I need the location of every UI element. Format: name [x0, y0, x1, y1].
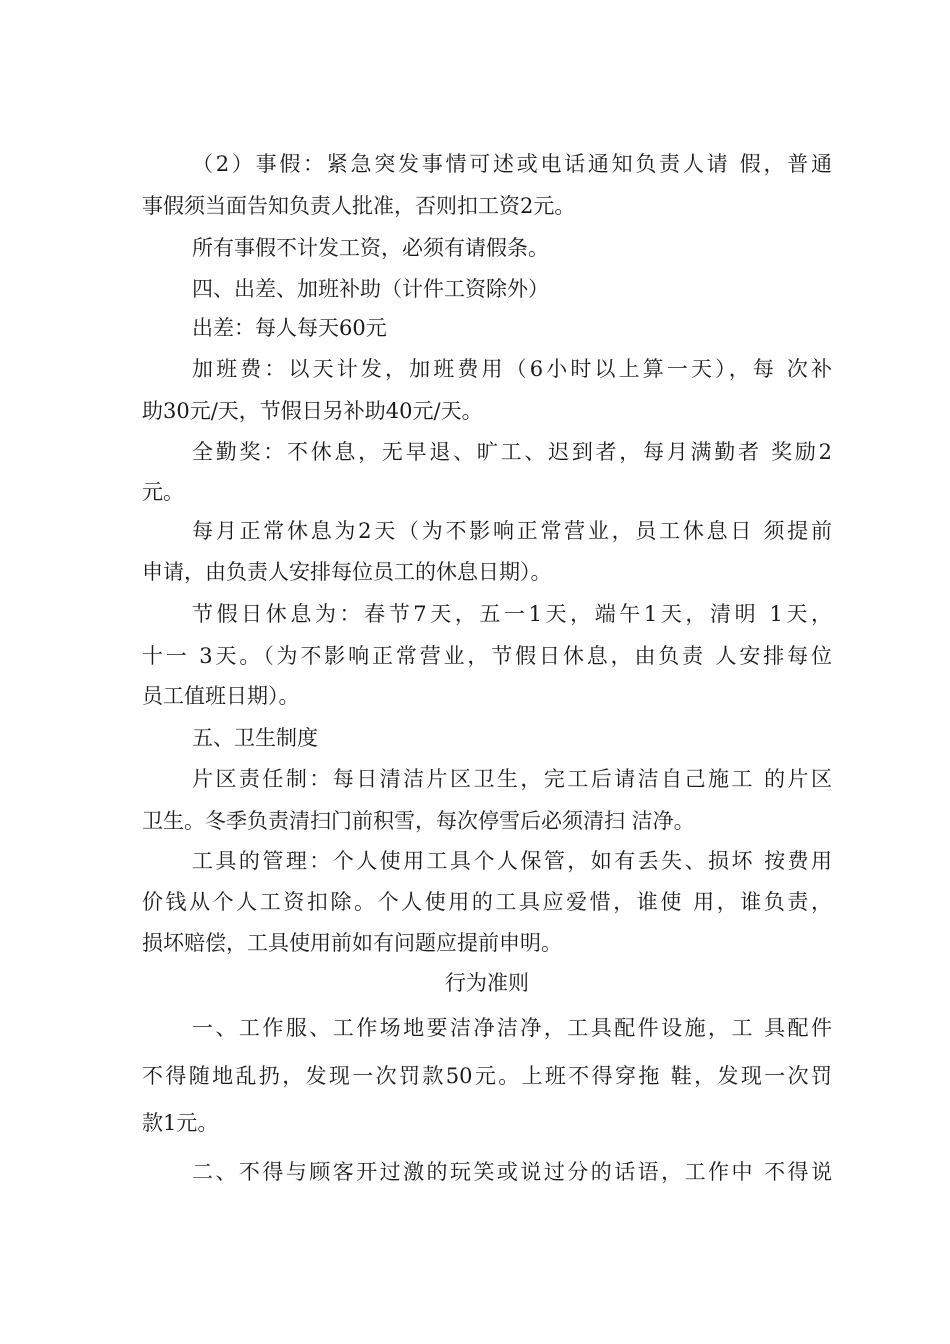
section-heading: 四、出差、加班补助（计件工资除外）: [192, 277, 549, 301]
text-line: 片区责任制：每日清洁片区卫生，完工后请洁自己施工 的片区: [192, 767, 832, 791]
text-line: 助30元/天，节假日另补助40元/天。: [142, 399, 483, 423]
text-line: 卫生。冬季负责清扫门前积雪，每次停雪后必须清扫 洁净。: [142, 809, 695, 833]
text-line: 申请，由负责人安排每位员工的休息日期）。: [142, 560, 552, 584]
text-line: 价钱从个人工资扣除。个人使用的工具应爱惜，谁使 用，谁负责，: [142, 890, 832, 914]
text-line: 二、不得与顾客开过激的玩笑或说过分的话语，工作中 不得说: [192, 1160, 832, 1184]
text-line: 全勤奖：不休息，无早退、旷工、迟到者，每月满勤者 奖励2: [192, 440, 832, 464]
text-line: 款1元。: [142, 1111, 219, 1135]
text-line: 每月正常休息为2天（为不影响正常营业，员工休息日 须提前: [192, 519, 832, 543]
text-line: 工具的管理：个人使用工具个人保管，如有丢失、损坏 按费用: [192, 849, 832, 873]
text-line: 一、工作服、工作场地要洁净洁净，工具配件设施，工 具配件: [192, 1016, 832, 1040]
text-line: 损坏赔偿，工具使用前如有问题应提前申明。: [142, 931, 562, 955]
text-line: 出差：每人每天60元: [192, 316, 387, 340]
text-line: （2）事假：紧急突发事情可述或电话通知负责人请 假，普通: [192, 152, 832, 176]
text-line: 加班费：以天计发，加班费用（6小时以上算一天），每 次补: [192, 357, 832, 381]
section-heading: 五、卫生制度: [192, 726, 318, 750]
text-line: 十一 3天。（为不影响正常营业，节假日休息，由负责 人安排每位: [142, 644, 832, 668]
text-line: 不得随地乱扔，发现一次罚款50元。上班不得穿拖 鞋，发现一次罚: [142, 1064, 832, 1088]
text-line: 节假日休息为：春节7天，五一1天，端午1天，清明 1天，: [192, 602, 832, 626]
section-title: 行为准则: [445, 971, 529, 995]
text-line: 所有事假不计发工资，必须有请假条。: [192, 236, 549, 260]
text-line: 员工值班日期）。: [142, 684, 300, 708]
text-line: 元。: [142, 480, 184, 504]
text-line: 事假须当面告知负责人批准，否则扣工资2元。: [142, 194, 576, 218]
